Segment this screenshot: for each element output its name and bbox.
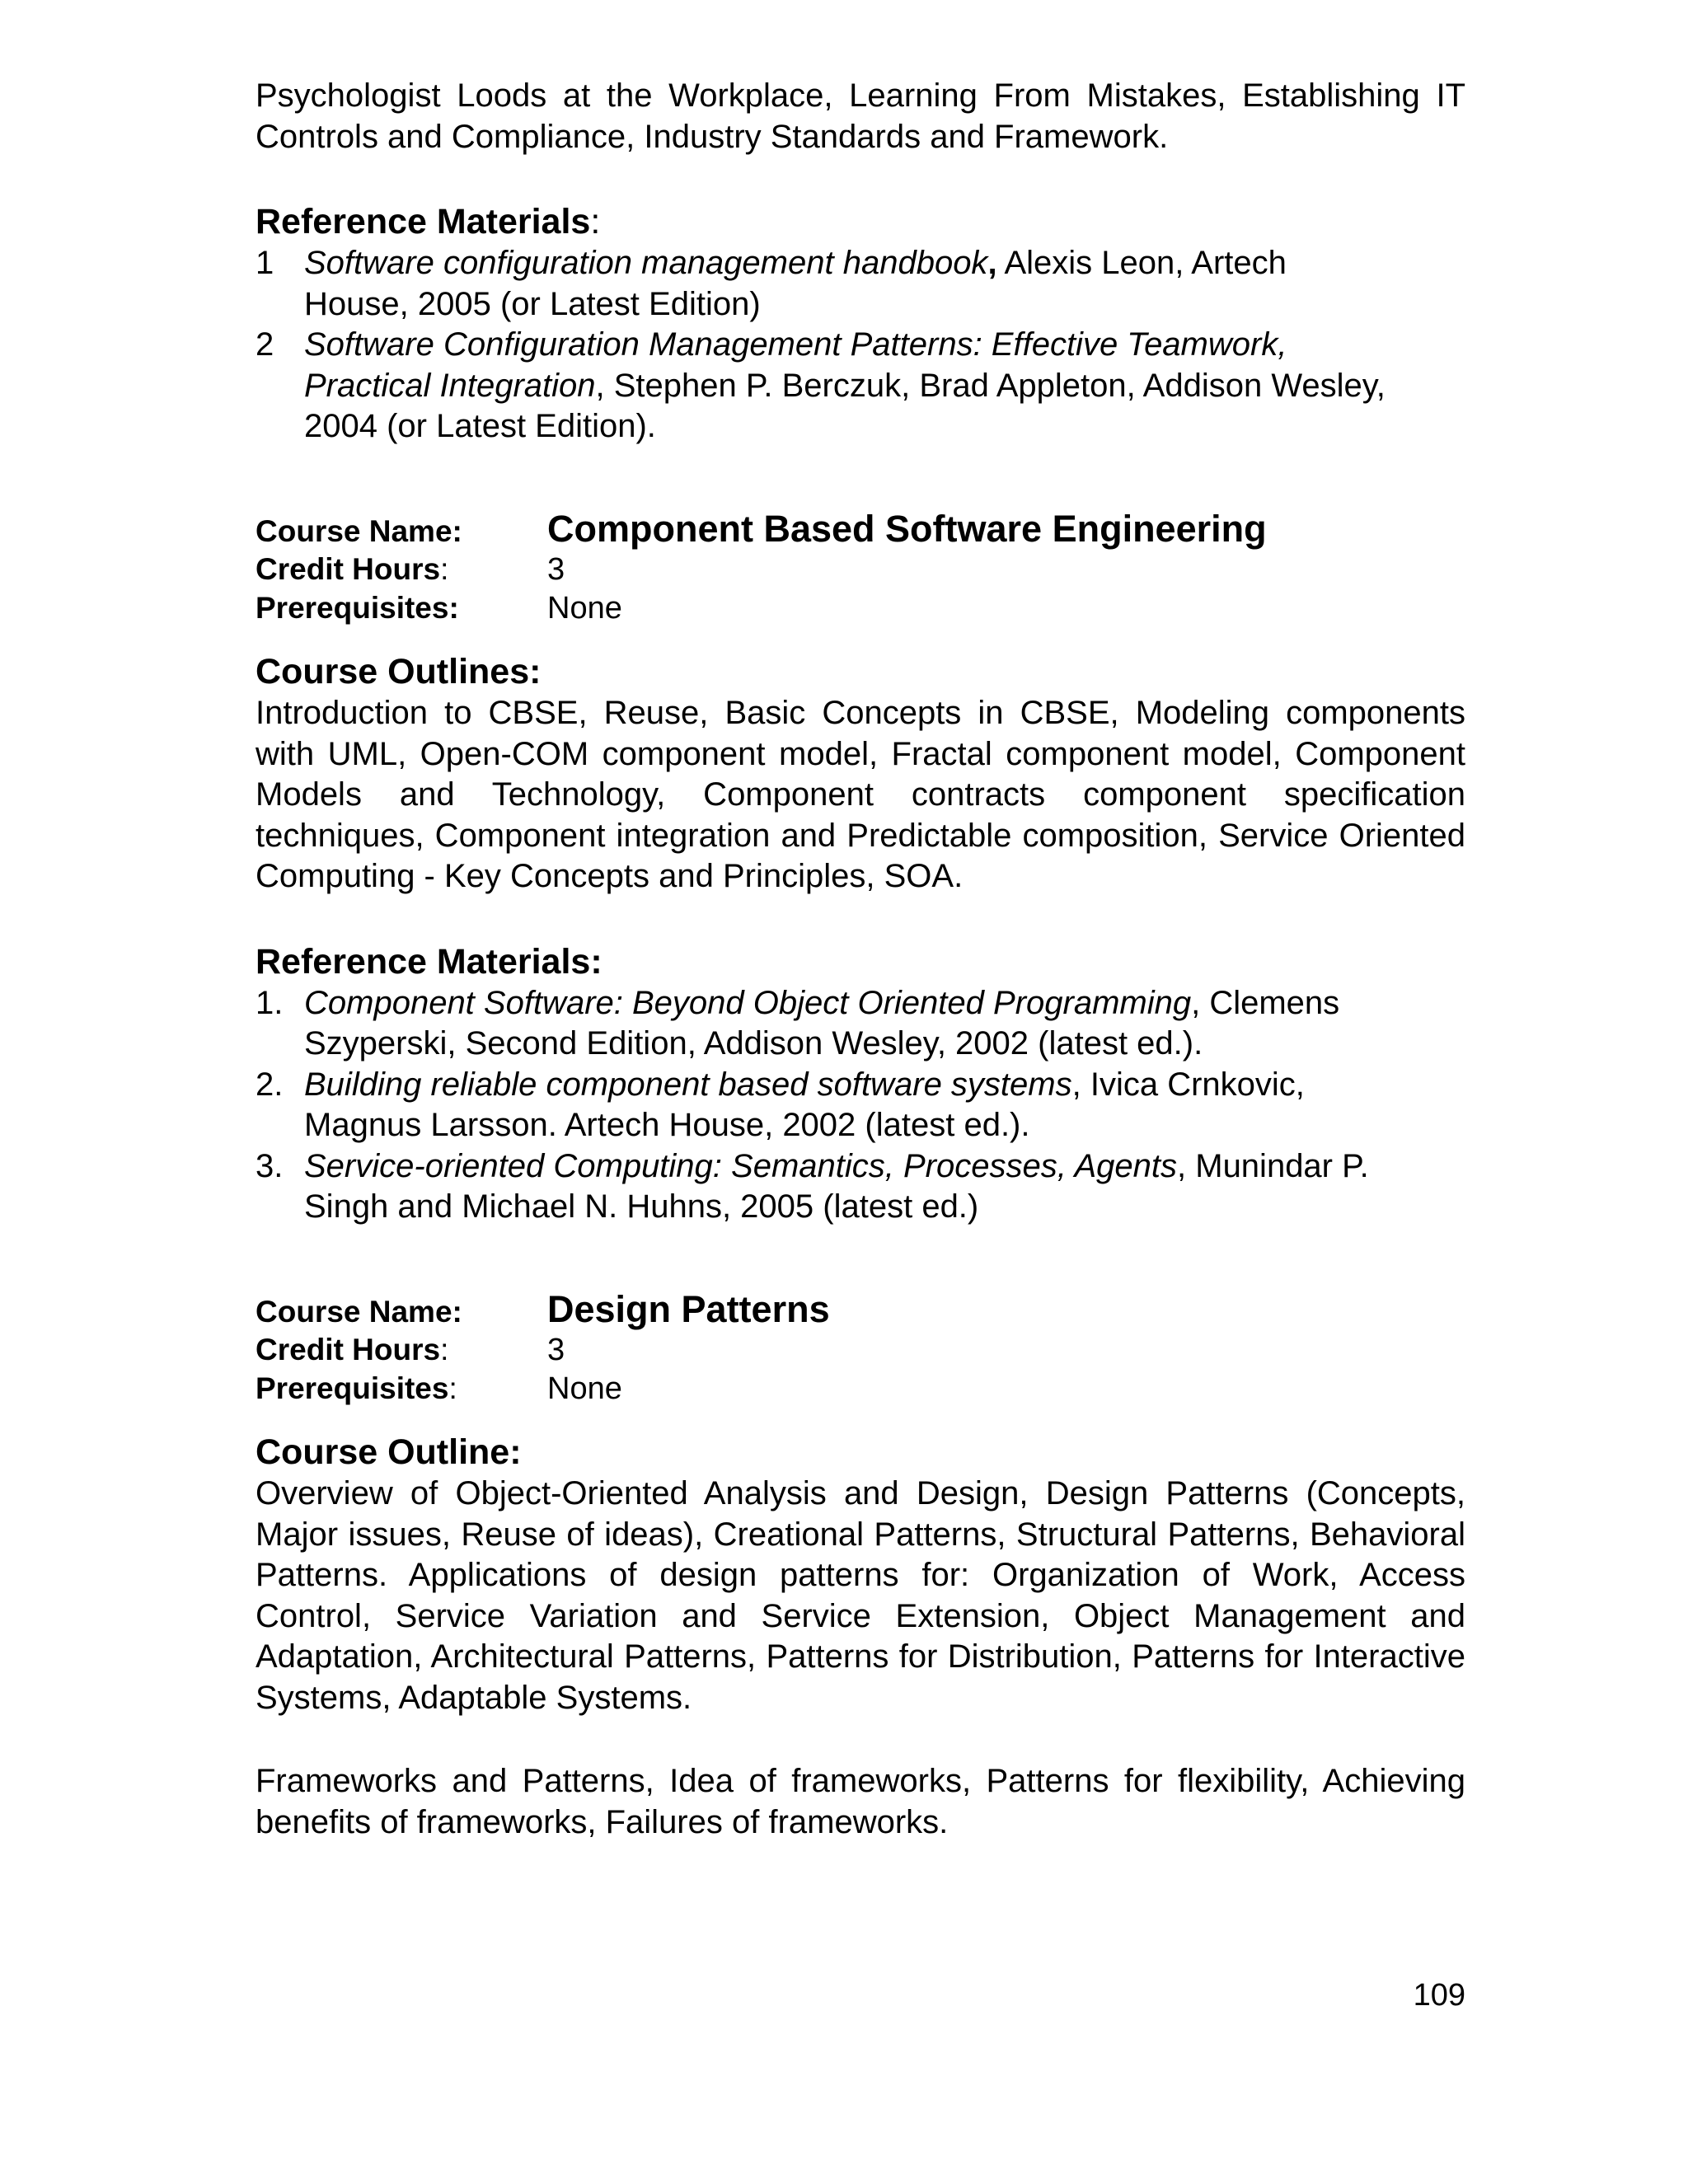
- reference-item: [256, 1146, 1465, 1228]
- course-name-label: Course Name:: [256, 513, 462, 548]
- reference-title: Service-oriented Computing: Semantics, Processes, Agents: [304, 1147, 1178, 1184]
- prerequisites-value: None: [547, 1371, 622, 1406]
- course-name-label: Course Name:: [256, 1294, 462, 1329]
- reference-text: Software configuration management handbook, Alexis Leon, Artech House, 2005 (or Latest Edition): [304, 245, 1287, 322]
- course-outline-heading: Course Outline:: [256, 1432, 522, 1472]
- credit-hours-value: 3: [547, 552, 565, 587]
- prerequisites-value: None: [547, 590, 622, 626]
- credit-hours-label: Credit Hours:: [256, 552, 449, 586]
- reference-text: Component Software: Beyond Object Oriented Programming, Clemens Szyperski, Second Edition, Addison Wesley, 2002 (latest ed.).: [304, 984, 1340, 1062]
- credit-hours-label: Credit Hours:: [256, 1333, 449, 1366]
- course-outline-text: Introduction to CBSE, Reuse, Basic Concepts in CBSE, Modeling components with UML, Open-COM component model, Fractal component model, Component Models and Technology, Component contracts component specification techniques, Component integration and Predictable composition, Service Oriented Computing - Key Concepts and Principles, SOA.: [256, 695, 1465, 894]
- reference-text: Software Configuration Management Patterns: Effective Teamwork, Practical Integration, Stephen P. Berczuk, Brad Appleton, Addison Wesley, 2004 (or Latest Edition).: [304, 326, 1386, 444]
- prerequisites-row: [256, 1370, 1465, 1408]
- course-outlines-heading: Course Outlines:: [256, 652, 542, 691]
- reference-number: 2: [256, 326, 274, 363]
- prerequisites-label: Prerequisites:: [256, 1371, 457, 1405]
- course-meta-component-based: [256, 507, 1465, 628]
- prerequisites-label: Prerequisites:: [256, 590, 459, 625]
- course-name-row: [256, 1287, 1465, 1332]
- credit-hours-row: [256, 551, 1465, 589]
- intro-paragraph: Psychologist Loods at the Workplace, Learning From Mistakes, Establishing IT Controls and Compliance, Industry Standards and Framework.: [256, 77, 1465, 155]
- course-outline-text-2: Frameworks and Patterns, Idea of frameworks, Patterns for flexibility, Achieving benefits of frameworks, Failures of frameworks.: [256, 1763, 1465, 1840]
- page-number: 109: [1413, 1978, 1465, 2013]
- reference-text: Building reliable component based software systems, Ivica Crnkovic, Magnus Larsson. Artech House, 2002 (latest ed.).: [304, 1066, 1305, 1143]
- document-page: [256, 76, 1465, 1843]
- course-name-value: Component Based Software Engineering: [547, 507, 1267, 550]
- reference-materials-heading-1: Reference Materials:: [256, 202, 601, 241]
- course-meta-design-patterns: [256, 1287, 1465, 1408]
- reference-list-2: [256, 983, 1465, 1228]
- reference-number: 3.: [256, 1147, 284, 1184]
- course-name-row: [256, 507, 1465, 551]
- prerequisites-row: [256, 589, 1465, 628]
- credit-hours-row: [256, 1331, 1465, 1370]
- course-outline-text-1: Overview of Object-Oriented Analysis and Design, Design Patterns (Concepts, Major issues, Reuse of ideas), Creational Patterns, Structural Patterns, Behavioral Patterns. Applications of design patterns for: Organization of Work, Access Control, Service Variation and Service Extension, Object Management and Adaptation, Architectural Patterns, Patterns for Distribution, Patterns for Interactive Systems, Adaptable Systems.: [256, 1475, 1465, 1716]
- reference-number: 2.: [256, 1066, 284, 1103]
- reference-number: 1: [256, 245, 274, 281]
- reference-title: Software configuration management handbook: [304, 245, 988, 281]
- reference-list-1: [256, 243, 1465, 448]
- reference-item: [256, 983, 1465, 1065]
- credit-hours-value: 3: [547, 1333, 565, 1367]
- course-name-value: Design Patterns: [547, 1287, 830, 1330]
- reference-materials-heading-2: Reference Materials:: [256, 941, 603, 982]
- reference-title: Building reliable component based software systems: [304, 1066, 1072, 1103]
- reference-title: Software Configuration Management Patterns: Effective Teamwork, Practical Integration: [304, 326, 1287, 404]
- reference-number: 1.: [256, 984, 284, 1021]
- reference-title: Component Software: Beyond Object Oriented Programming: [304, 984, 1192, 1021]
- reference-item: [256, 325, 1465, 448]
- reference-item: [256, 1065, 1465, 1146]
- reference-text: Service-oriented Computing: Semantics, Processes, Agents, Munindar P. Singh and Michael N. Huhns, 2005 (latest ed.): [304, 1147, 1369, 1225]
- reference-item: [256, 243, 1465, 325]
